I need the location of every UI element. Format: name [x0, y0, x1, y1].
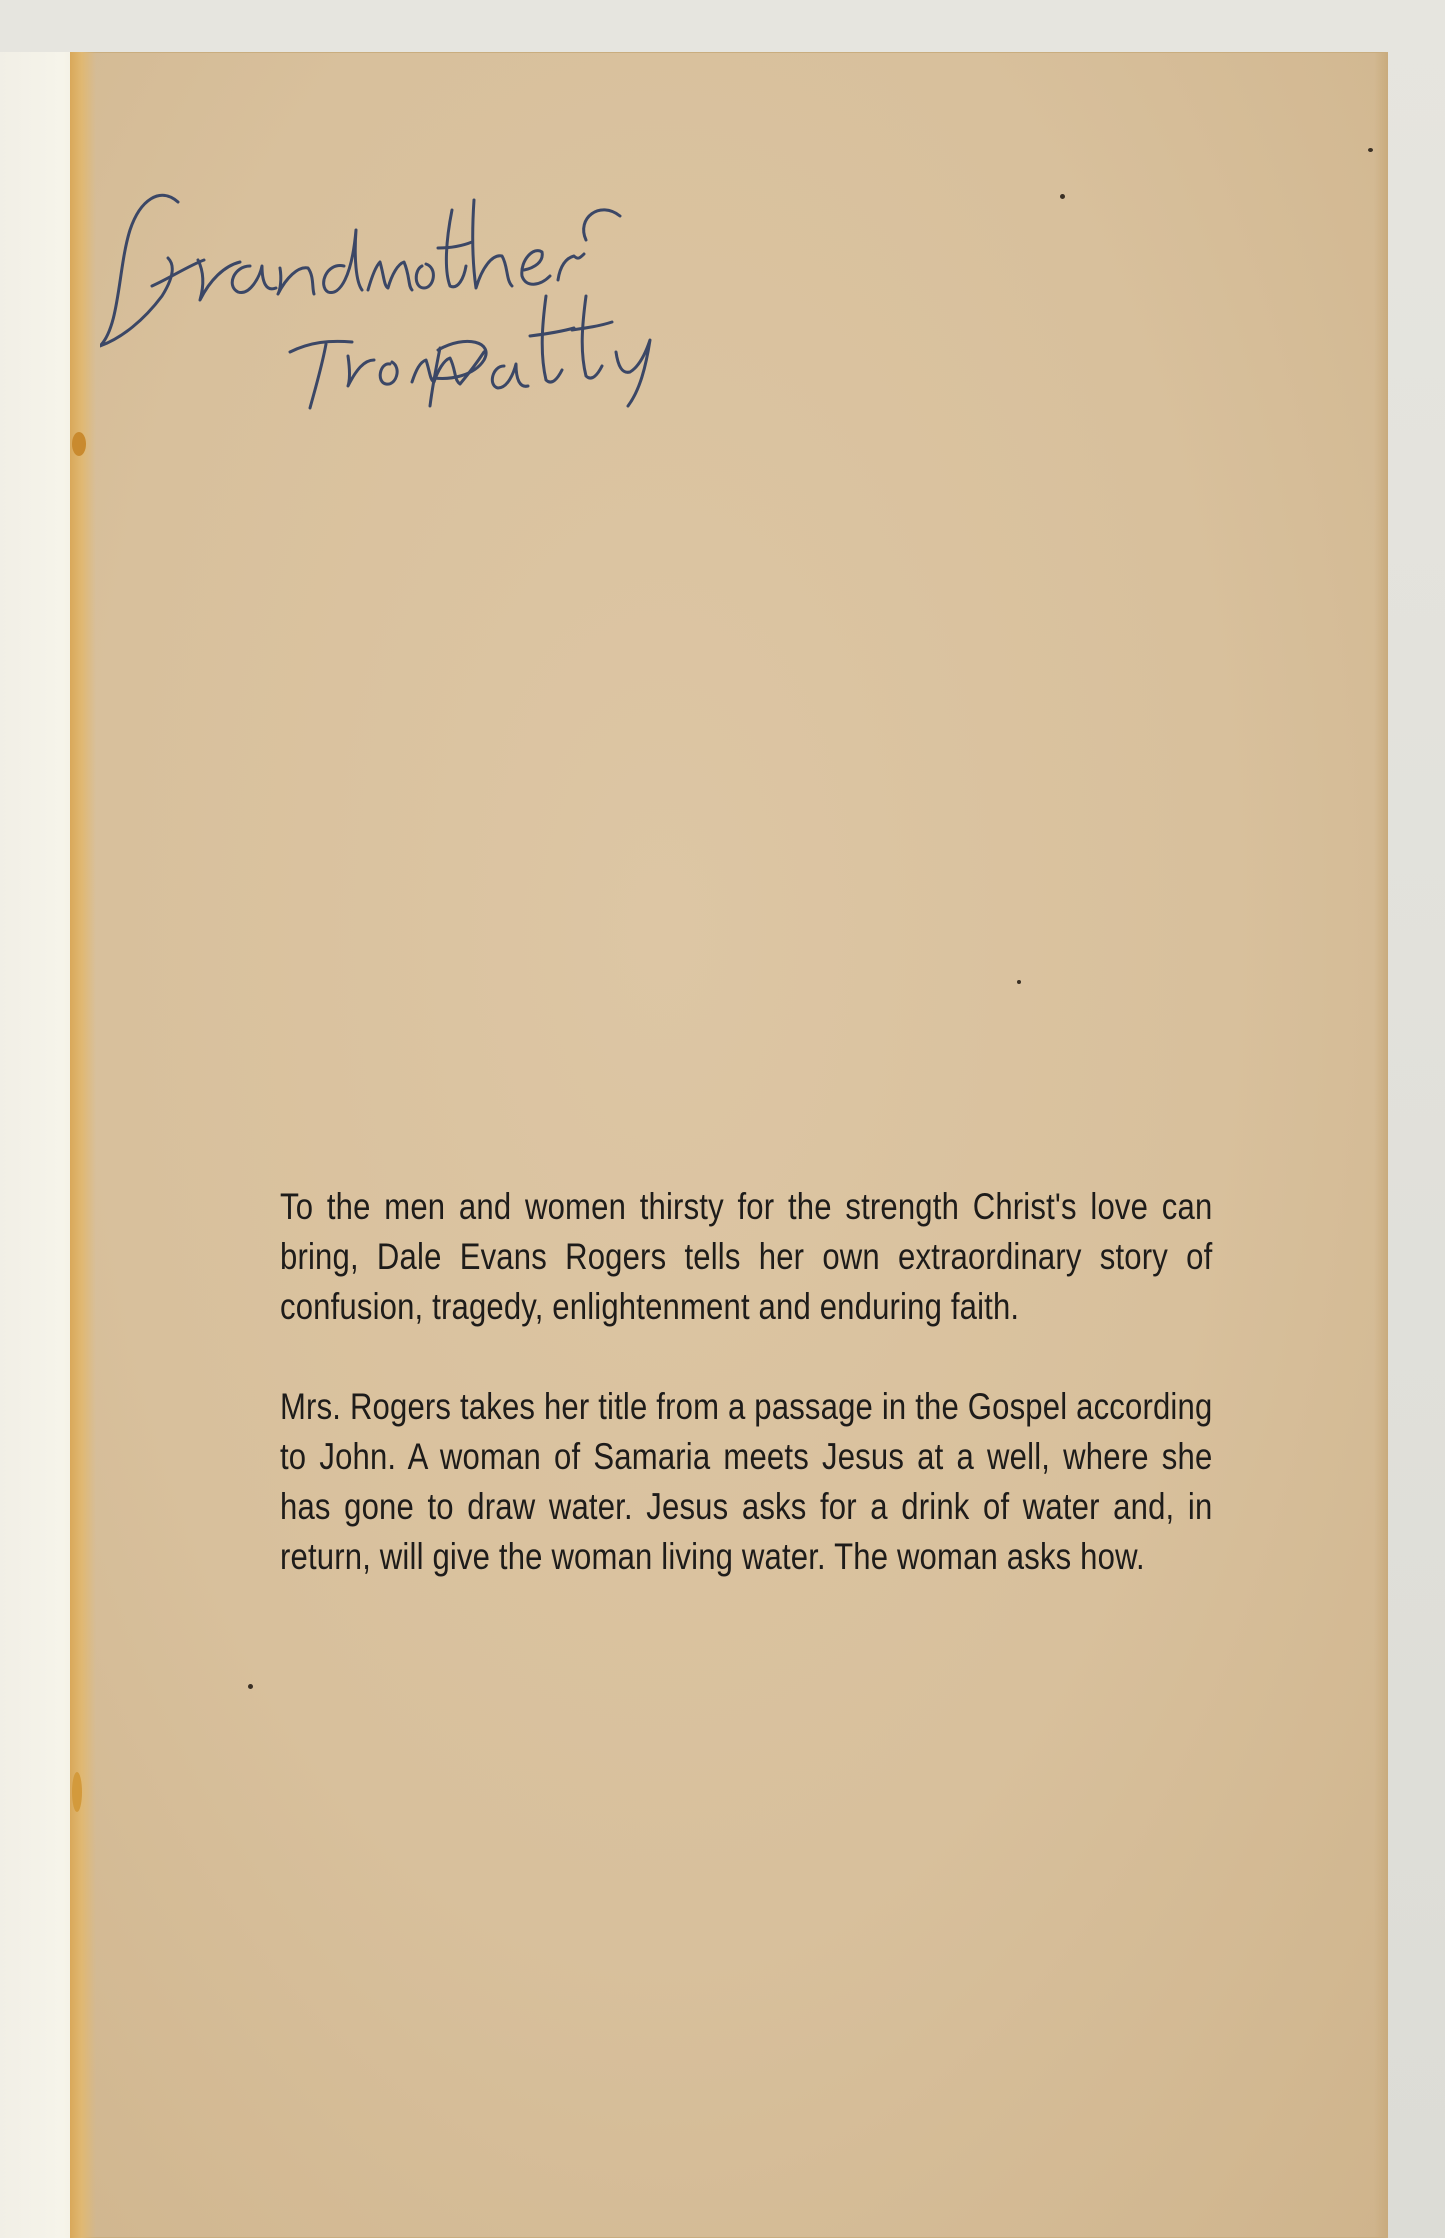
- foxing-spot: [72, 1772, 82, 1812]
- ink-speck: [1368, 148, 1373, 152]
- handwritten-inscription: [100, 90, 660, 410]
- blurb-paragraph: Mrs. Rogers takes her title from a passage in the Gospel according to John. A woman of Samaria meets Jesus at a well, where she has gone to draw water. Jesus asks for a drink of water and, in return, will give the woman living water. The woman asks how.: [280, 1386, 1213, 1577]
- ink-speck: [1060, 194, 1065, 199]
- blurb-paragraph: To the men and women thirsty for the strength Christ's love can bring, Dale Evans Rogers tells her own extraordinary story of confusion, tragedy, enlightenment and enduring faith.: [280, 1186, 1213, 1327]
- ink-speck: [248, 1684, 253, 1689]
- back-cover-blurb: [280, 1182, 1212, 1632]
- foxing-spot: [72, 432, 86, 456]
- handwriting-drawing: [100, 90, 660, 410]
- ink-speck: [1017, 980, 1021, 984]
